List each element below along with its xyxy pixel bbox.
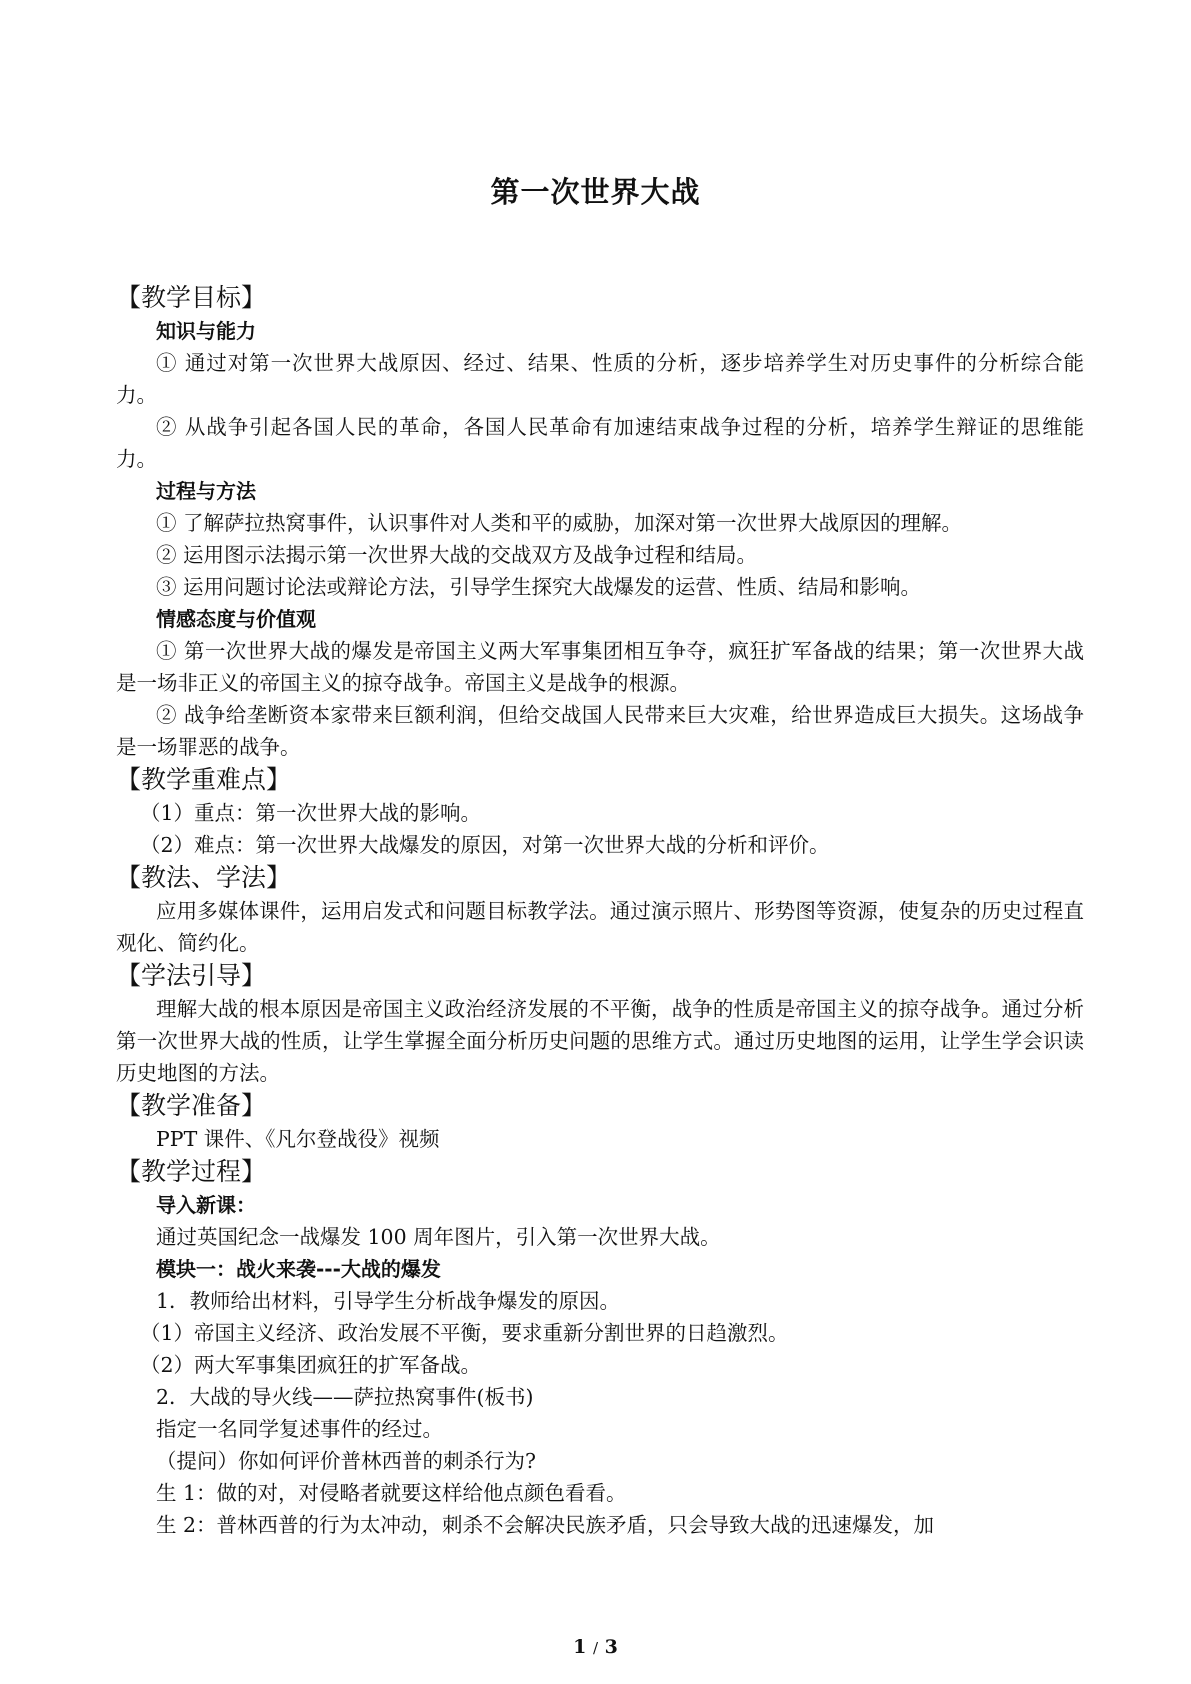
process-item-2: ② 运用图示法揭示第一次世界大战的交战双方及战争过程和结局。 xyxy=(156,543,758,567)
process-item-1: ① 了解萨拉热窝事件，认识事件对人类和平的威胁，加深对第一次世界大战原因的理解。 xyxy=(156,511,963,535)
document-body xyxy=(116,281,1084,1541)
subheading-knowledge: 知识与能力 xyxy=(156,319,256,343)
knowledge-item-1: ① 通过对第一次世界大战原因、经过、结果、性质的分析，逐步培养学生对历史事件的分析综合能力。 xyxy=(116,351,1084,407)
step-1-a: （1）帝国主义经济、政治发展不平衡，要求重新分割世界的日趋激烈。 xyxy=(140,1321,789,1345)
knowledge-item-2: ② 从战争引起各国人民的革命，各国人民革命有加速结束战争过程的分析，培养学生辩证的思维能力。 xyxy=(116,415,1084,471)
section-heading-process: 【教学过程】 xyxy=(116,1157,267,1186)
section-heading-methods: 【教法、学法】 xyxy=(116,863,292,892)
step-2-note: 指定一名同学复述事件的经过。 xyxy=(156,1417,443,1441)
emotion-item-1: ① 第一次世界大战的爆发是帝国主义两大军事集团相互争夺，疯狂扩军备战的结果；第一次世界大战是一场非正义的帝国主义的掠夺战争。帝国主义是战争的根源。 xyxy=(116,639,1084,695)
subheading-emotion: 情感态度与价值观 xyxy=(156,607,316,631)
section-heading-guidance: 【学法引导】 xyxy=(116,961,267,990)
methods-text: 应用多媒体课件，运用启发式和问题目标教学法。通过演示照片、形势图等资源，使复杂的历史过程直观化、简约化。 xyxy=(116,899,1084,955)
subheading-intro: 导入新课： xyxy=(156,1193,256,1217)
student-answer-1: 生 1：做的对，对侵略者就要这样给他点颜色看看。 xyxy=(156,1481,627,1505)
step-1: 1．教师给出材料，引导学生分析战争爆发的原因。 xyxy=(156,1289,621,1313)
step-2: 2．大战的导火线——萨拉热窝事件(板书) xyxy=(156,1385,534,1409)
step-1-b: （2）两大军事集团疯狂的扩军备战。 xyxy=(140,1353,482,1377)
key-point-1: （1）重点：第一次世界大战的影响。 xyxy=(140,801,482,825)
subheading-process-method: 过程与方法 xyxy=(156,479,256,503)
section-heading-key-points: 【教学重难点】 xyxy=(116,765,292,794)
section-heading-preparation: 【教学准备】 xyxy=(116,1091,267,1120)
question-text: （提问）你如何评价普林西普的刺杀行为? xyxy=(156,1449,536,1473)
preparation-text: PPT 课件、《凡尔登战役》视频 xyxy=(156,1127,440,1151)
page-separator: / xyxy=(592,1639,599,1657)
intro-text: 通过英国纪念一战爆发 100 周年图片，引入第一次世界大战。 xyxy=(156,1225,721,1249)
process-item-3: ③ 运用问题讨论法或辩论方法，引导学生探究大战爆发的运营、性质、结局和影响。 xyxy=(156,575,922,599)
page-number xyxy=(0,1636,1191,1658)
section-heading-objectives: 【教学目标】 xyxy=(116,283,267,312)
key-point-2: （2）难点：第一次世界大战爆发的原因，对第一次世界大战的分析和评价。 xyxy=(140,833,830,857)
page-total: 3 xyxy=(604,1636,618,1658)
page-current: 1 xyxy=(573,1636,587,1658)
student-answer-2: 生 2：普林西普的行为太冲动，刺杀不会解决民族矛盾，只会导致大战的迅速爆发，加 xyxy=(156,1513,935,1537)
guidance-text: 理解大战的根本原因是帝国主义政治经济发展的不平衡，战争的性质是帝国主义的掠夺战争。通过分析第一次世界大战的性质，让学生掌握全面分析历史问题的思维方式。通过历史地图的运用，让学生学会识读历史地图的方法。 xyxy=(116,997,1084,1085)
document-title: 第一次世界大战 xyxy=(490,175,701,209)
emotion-item-2: ② 战争给垄断资本家带来巨额利润，但给交战国人民带来巨大灾难，给世界造成巨大损失。这场战争是一场罪恶的战争。 xyxy=(116,703,1084,759)
subheading-module-1: 模块一：战火来袭---大战的爆发 xyxy=(156,1257,441,1281)
